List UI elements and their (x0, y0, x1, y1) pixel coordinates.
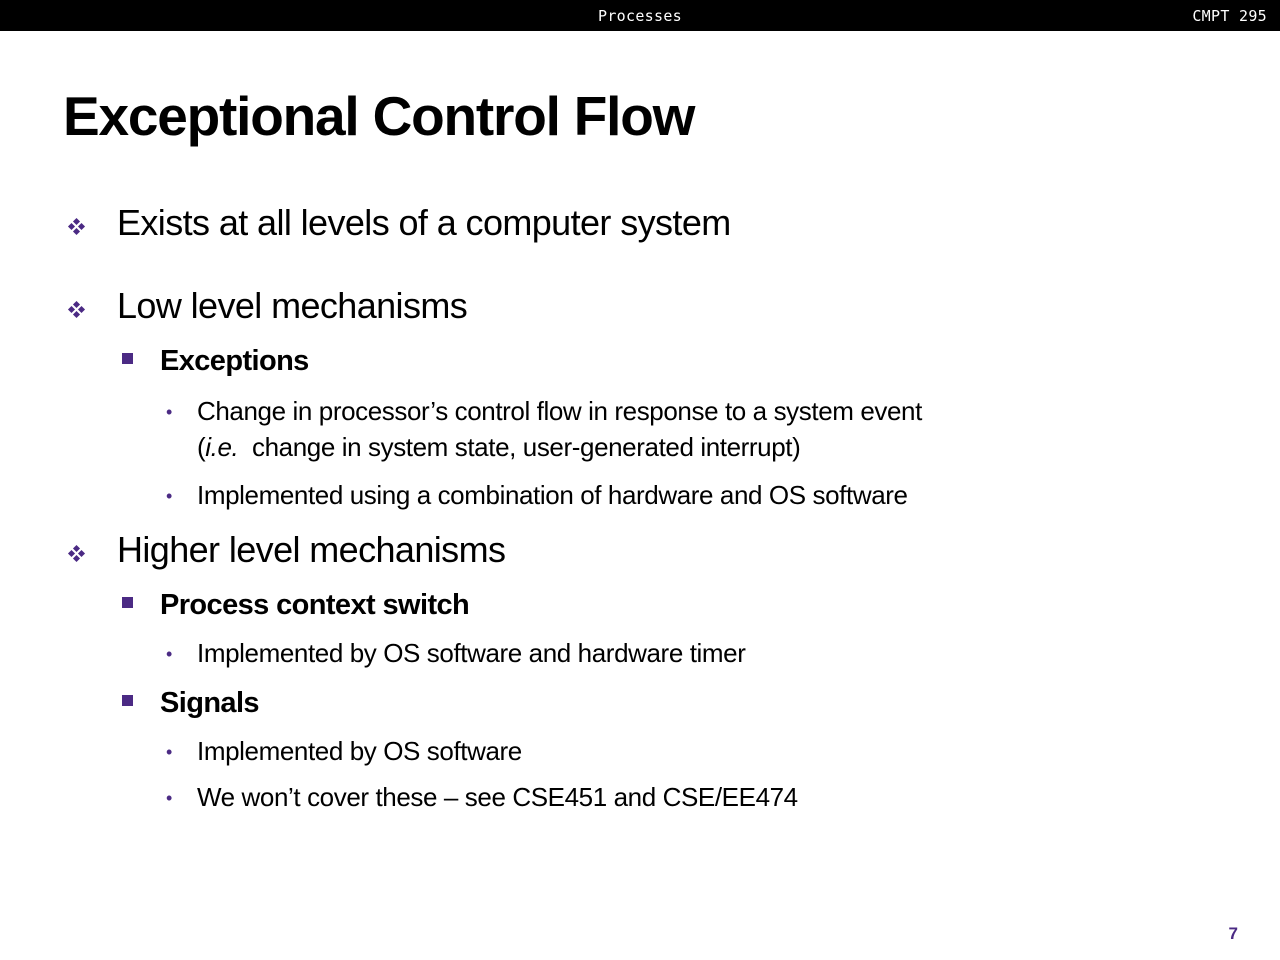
header-bar (0, 0, 1280, 31)
bullet-exists-text: Exists at all levels of a computer system (117, 202, 731, 243)
dot-bullet-icon: • (166, 742, 172, 762)
detail-signals-2-text: We won’t cover these – see CSE451 and CSE/EE474 (197, 782, 798, 812)
dot-bullet-icon: • (166, 402, 172, 422)
sub-signals-text: Signals (160, 687, 259, 719)
detail-signals-1-text: Implemented by OS software (197, 736, 522, 766)
diamond-cluster-icon (68, 218, 88, 236)
dot-bullet-icon: • (166, 644, 172, 664)
header-section-title: Processes (598, 7, 682, 25)
diamond-cluster-icon (68, 301, 88, 319)
sub-exceptions-text: Exceptions (160, 345, 309, 377)
bullet-higher-level-text: Higher level mechanisms (117, 529, 506, 570)
detail-context-switch-1-text: Implemented by OS software and hardware timer (197, 638, 746, 668)
square-bullet-icon (122, 353, 133, 364)
dot-bullet-icon: • (166, 486, 172, 506)
detail-exceptions-1-line2: (i.e. change in system state, user-generated interrupt) (197, 432, 801, 462)
diamond-cluster-icon (68, 545, 88, 563)
square-bullet-icon (122, 695, 133, 706)
header-course-label: CMPT 295 (1192, 7, 1267, 25)
ie-abbrev: i.e. (205, 432, 239, 462)
detail-exceptions-2-text: Implemented using a combination of hardware and OS software (197, 480, 908, 510)
slide-title: Exceptional Control Flow (63, 85, 695, 147)
detail-exceptions-1-line1: Change in processor’s control flow in response to a system event (197, 396, 922, 426)
sub-context-switch-text: Process context switch (160, 589, 470, 621)
dot-bullet-icon: • (166, 788, 172, 808)
bullet-low-level-text: Low level mechanisms (117, 285, 468, 326)
page-number: 7 (1228, 924, 1238, 943)
square-bullet-icon (122, 597, 133, 608)
detail-exceptions-1-line2-rest: change in system state, user-generated interrupt) (238, 432, 801, 462)
